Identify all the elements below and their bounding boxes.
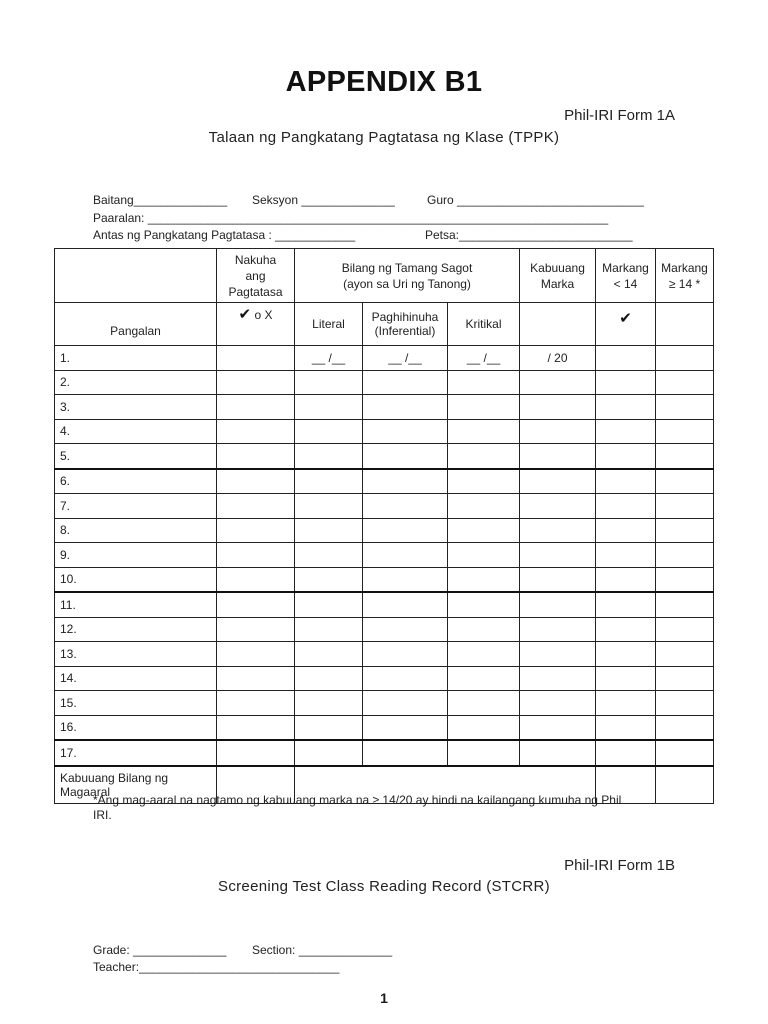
petsa-field: Petsa:__________________________: [425, 228, 633, 242]
table-row: [55, 715, 714, 740]
teacher-field: Teacher:______________________________: [93, 960, 340, 974]
footer-label: Kabuuang Bilang ng Magaaral: [55, 766, 217, 804]
check-icon: ✔: [238, 306, 252, 323]
table-row: [55, 617, 714, 642]
row-number: 17.: [55, 740, 217, 766]
row-number: 13.: [55, 642, 217, 667]
kritikal-score: __ /__: [448, 346, 520, 371]
header-kabuuang-marka: Kabuuang Marka: [520, 249, 596, 303]
row-number: 8.: [55, 518, 217, 543]
header-nakuha: Nakuha ang Pagtatasa: [217, 249, 295, 303]
cell: [656, 346, 714, 371]
literal-score: __ /__: [295, 346, 363, 371]
header-bilang: Bilang ng Tamang Sagot (ayon sa Uri ng Tanong): [295, 249, 520, 303]
cell: [217, 346, 295, 371]
grade-field: Grade: ______________: [93, 943, 227, 957]
table-row: [55, 543, 714, 568]
header-blank: [656, 303, 714, 346]
table-row: [55, 494, 714, 519]
table-row: [55, 518, 714, 543]
row-number: 3.: [55, 395, 217, 420]
table-row: [55, 740, 714, 766]
header-pangalan: Pangalan: [55, 303, 217, 346]
footnote: *Ang mag-aaral na nagtamo ng kabuuang marka na ≥ 14/20 ay hindi na kailangang kumuha ng Phil IRI.: [93, 793, 622, 822]
header-markang-check: [596, 303, 656, 346]
table-row: [55, 666, 714, 691]
table-row: [55, 346, 714, 371]
row-number: 9.: [55, 543, 217, 568]
row-number: 14.: [55, 666, 217, 691]
header-check-or-x: [217, 303, 295, 346]
table-row: [55, 567, 714, 592]
header-blank: [520, 303, 596, 346]
tppk-table: [54, 248, 714, 804]
page-number: 1: [380, 990, 388, 1006]
table-row: [55, 592, 714, 617]
row-number: 4.: [55, 419, 217, 444]
paghihinuha-score: __ /__: [363, 346, 448, 371]
table-row: [55, 395, 714, 420]
header-literal: Literal: [295, 303, 363, 346]
row-number: 15.: [55, 691, 217, 716]
form-1a-label: Phil-IRI Form 1A: [564, 107, 675, 124]
cell: [596, 346, 656, 371]
table-row: [55, 642, 714, 667]
table-row: [55, 469, 714, 494]
header-markang-ge-14: Markang ≥ 14 *: [656, 249, 714, 303]
header-kritikal: Kritikal: [448, 303, 520, 346]
table-row: [55, 370, 714, 395]
row-number: 12.: [55, 617, 217, 642]
row-number: 11.: [55, 592, 217, 617]
form-1a-title: Talaan ng Pangkatang Pagtatasa ng Klase (TPPK): [208, 129, 560, 146]
baitang-field: Baitang______________: [93, 193, 228, 207]
section-field: Section: ______________: [252, 943, 393, 957]
row-number: 1.: [55, 346, 217, 371]
table-row: [55, 444, 714, 469]
header-blank: [55, 249, 217, 303]
antas-field: Antas ng Pangkatang Pagtatasa : ____________: [93, 228, 356, 242]
header-paghihinuha: Paghihinuha (Inferential): [363, 303, 448, 346]
form-1b-title: Screening Test Class Reading Record (STCRR): [218, 878, 550, 895]
page-title: APPENDIX B1: [285, 66, 483, 98]
total-score: / 20: [520, 346, 596, 371]
paaralan-field: Paaralan: _____________________________________________________________________: [93, 211, 609, 225]
row-number: 2.: [55, 370, 217, 395]
check-icon: ✔: [619, 310, 632, 327]
table-row: [55, 419, 714, 444]
row-number: 16.: [55, 715, 217, 740]
header-markang-lt-14: Markang < 14: [596, 249, 656, 303]
form-1b-label: Phil-IRI Form 1B: [564, 857, 675, 874]
or-x-label: o X: [254, 308, 273, 322]
seksyon-field: Seksyon ______________: [252, 193, 395, 207]
row-number: 7.: [55, 494, 217, 519]
row-number: 5.: [55, 444, 217, 469]
row-number: 10.: [55, 567, 217, 592]
guro-field: Guro ____________________________: [427, 193, 644, 207]
row-number: 6.: [55, 469, 217, 494]
table-row: [55, 691, 714, 716]
